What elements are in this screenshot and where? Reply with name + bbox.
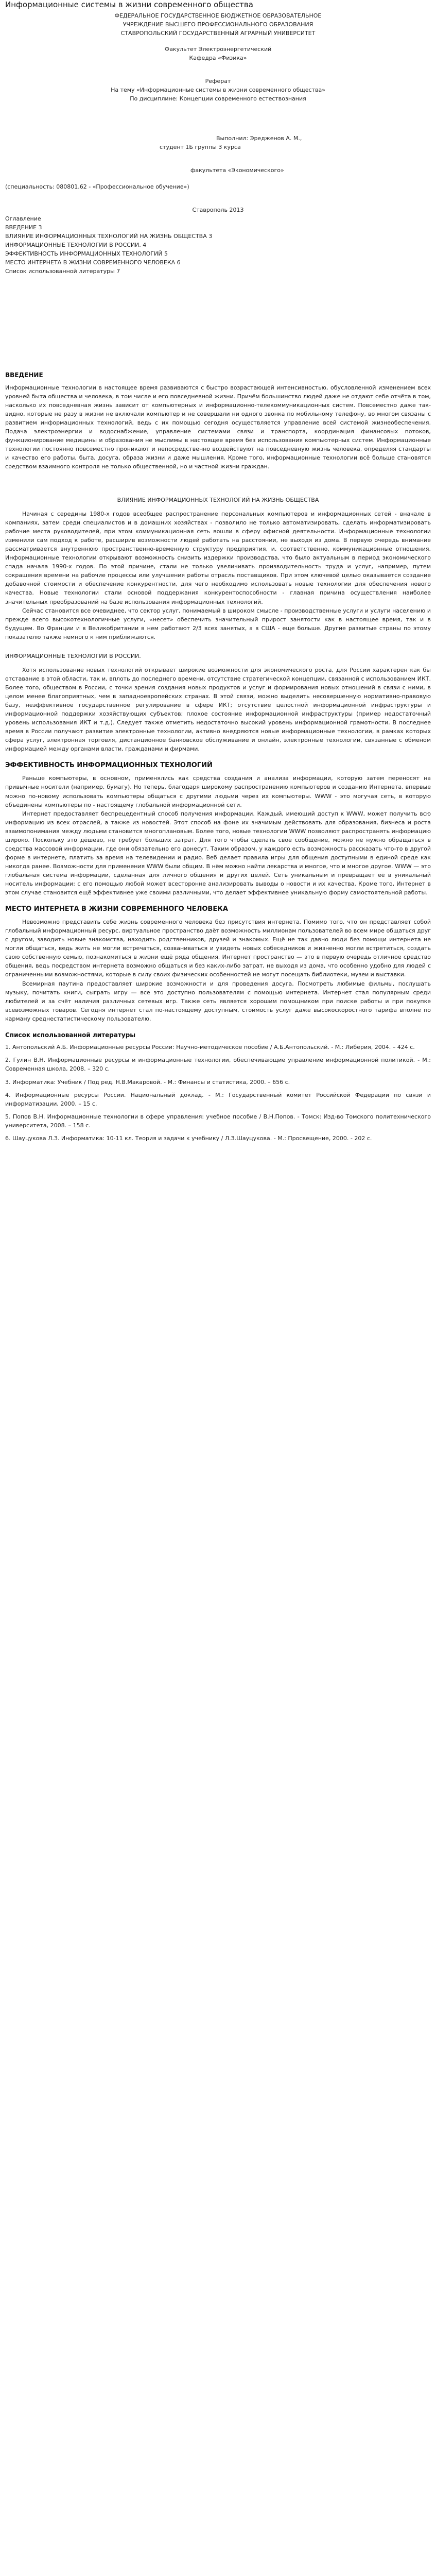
section1-paragraph: Сейчас становится все очевиднее, что сектор услуг, понимаемый в широком смысле - производственные услуги и услуги населению и прежде всего высокотехнологичные услуги, «несет» обеспечить значительный прирост занятости как в настоящее время, так и в будущем. Во Франции и в Великобритании в нем работают 2/3 всех занятых, а в США - еще больше. Другие развитые страны по этому показателю также немного к ним приближаются. (5, 607, 431, 640)
header-line-3: СТАВРОПОЛЬСКИЙ ГОСУДАРСТВЕННЫЙ АГРАРНЫЙ УНИВЕРСИТЕТ (120, 30, 316, 37)
faculty-label: Факультет Электроэнергетический (164, 46, 272, 53)
references-heading: Список использованной литературы (5, 1031, 136, 1039)
department-label: Кафедра «Физика» (189, 55, 247, 62)
author-specialty: (специальность: 080801.62 - «Профессиональное обучение») (5, 183, 189, 190)
toc-item[interactable]: ИНФОРМАЦИОННЫЕ ТЕХНОЛОГИИ В РОССИИ. 4 (5, 241, 147, 248)
reference-item: 4. Информационные ресурсы России. Национальный доклад. - М.: Государственный комитет Российской Федерации по связи и информатизации, 2000. – 15 с. (5, 1091, 431, 1107)
header-line-2: УЧРЕЖДЕНИЕ ВЫСШЕГО ПРОФЕССИОНАЛЬНОГО ОБРАЗОВАНИЯ (123, 21, 313, 28)
author-faculty: факультета «Экономического» (190, 167, 284, 174)
reference-item: 3. Информатика: Учебник / Под ред. Н.В.Макаровой. - М.: Финансы и статистика, 2000. – 656 с. (5, 1078, 290, 1086)
toc-item[interactable]: МЕСТО ИНТЕРНЕТА В ЖИЗНИ СОВРЕМЕННОГО ЧЕЛОВЕКА 6 (5, 259, 181, 266)
section2-paragraph: Хотя использование новых технологий открывает широкие возможности для экономического роста, для России характерен как бы отставание в этой области, так и, вплоть до последнего времени, отсутствие стратегической концепции, связанной с использованием ИКТ. Более того, обществом в России, с точки зрения создания новых продуктов и услуг и формирования новых отношений в связи с ними, в целом менее благоприятных, чем в западноевропейских странах. В этой связи, можно выделить несовершенную нормативно-правовую базу, неэффективное государственное регулирование в сфере ИКТ; отсутствие целостной информационной инфраструктуры и информационной поддержки хозяйствующих субъектов; плохое состояние информационной инфраструктуры (пример недостаточный уровень использования ИКТ и т.д.). Следует также отметить недостаточно высокий уровень информационной грамотности. В последнее время в России получают развитие электронные технологии, активно внедряются новые информационные технологии, в рамках которых сфера услуг, электронная торговля, дистанционное банковское обслуживание и онлайн, электронные технологии, связанные с обменом информацией между органами власти, гражданами и фирмами. (5, 666, 431, 753)
toc-item[interactable]: ЭФФЕКТИВНОСТЬ ИНФОРМАЦИОННЫХ ТЕХНОЛОГИЙ 5 (5, 250, 168, 257)
section4-heading: МЕСТО ИНТЕРНЕТА В ЖИЗНИ СОВРЕМЕННОГО ЧЕЛОВЕКА (5, 905, 228, 913)
section4-paragraph: Невозможно представить себе жизнь современного человека без присутствия интернета. Помимо того, что он представляет собой глобальный информационный ресурс, виртуальное пространство даёт возможность миллионам пользователей во всем мире общаться друг с другом, заводить новые знакомства, находить родственников, друзей и знакомых. Ещё не так давно люди без помощи интернета не могли общаться, ведь жить не могли встречаться, созваниваться и увидеть новых собеседников и жизненно могли встретиться, создать свою собственную семью, познакомиться в жизни ещё ряда общения. Интернет пространство — это в первую очередь отличное средство общения, ведь посредством интернета возможно общаться и без каких-либо затрат, не выходя из дома, что особенно удобно для людей с ограниченными возможностями, которые в силу своих физических особенностей не могут посещать библиотеки, музеи и выставки. (5, 919, 431, 978)
section4-paragraph: Всемирная паутина предоставляет широкие возможности и для проведения досуга. Посмотреть любимые фильмы, послушать музыку, почитать книги, сыграть игру — все это доступно пользователям с помощью интернета. Интернет стал популярным среди любителей и за счёт наличия различных сетевых игр. Также сеть является хорошим помощником при поиске работы и при покупке всевозможных товаров. Сегодня интернет стал по-настоящему доступным, стоимость услуг даже высокоскоростного тарифа вполне по карману среднестатистическому пользователю. (5, 980, 431, 1022)
toc-item[interactable]: ВВЕДЕНИЕ 3 (5, 224, 42, 231)
section3-heading: ЭФФЕКТИВНОСТЬ ИНФОРМАЦИОННЫХ ТЕХНОЛОГИЙ (5, 761, 213, 770)
toc-item[interactable]: Список использованной литературы 7 (5, 267, 120, 275)
document (0, 0, 436, 1167)
toc-heading: Оглавление (5, 215, 41, 222)
reference-item: 1. Антопольский А.Б. Информационные ресурсы России: Научно-методическое пособие / А.Б.Антопольский. - М.: Либерия, 2004. – 424 с. (5, 1044, 415, 1051)
work-topic: На тему «Информационные системы в жизни современного общества» (111, 87, 325, 94)
reference-item: 5. Попов В.Н. Информационные технологии в сфере управления: учебное пособие / В.Н.Попов. - Томск: Изд-во Томского политехнического университета, 2008. – 158 с. (5, 1113, 431, 1129)
section2-heading: ИНФОРМАЦИОННЫЕ ТЕХНОЛОГИИ В РОССИИ. (5, 652, 141, 659)
intro-heading: ВВЕДЕНИЕ (5, 371, 43, 379)
reference-item: 2. Гулин В.Н. Информационные ресурсы и информационные технологии, обеспечивающие управление информационной политикой. - М.: Современная школа, 2008. – 320 с. (5, 1057, 431, 1073)
section1-paragraph: Начиная с середины 1980-х годов всеобщее распространение персональных компьютеров и информационных сетей - вначале в компаниях, затем среди специалистов и в домашних хозяйствах - позволило не только автоматизировать, сделать информатизировать рабочие места руководителей, при этом коммуникационная сеть вошли в сферу офисной деятельности. Информационные технологии изменили сам подход к работе, расширив возможности людей работать на расстоянии, не выходя из дома. В первую очередь внимание рассматривается внутреннюю пространственно-временную структуру предприятия, и, соответственно, коммуникационные отношения. Информационные технологии открывают возможность снизить издержки производства, что было актуальным в период экономического спада начала 1990-х годов. По этой причине, стали не только увеличивать производительность труда и услуг, например, путем сокращения времени на рабочие процессы или улучшения работы отрасль поставщиков. При этом ключевой целью оказывается создание добавочной стоимости и обеспечение конкурентности, для чего необходимо использовать новые технологии для обеспечения нового качества. Новые технологии стали основой поддержания конкурентоспособности - главная причина осуществления наиболее значительных преобразований на базе использования информационных технологий. (5, 511, 431, 605)
table-of-contents (5, 214, 431, 276)
work-type: Реферат (205, 78, 231, 85)
author-student: студент 1Б группы 3 курса (160, 144, 241, 151)
section1-heading: ВЛИЯНИЕ ИНФОРМАЦИОННЫХ ТЕХНОЛОГИЙ НА ЖИЗНЬ ОБЩЕСТВА (117, 497, 319, 503)
document-title: Информационные системы в жизни современного общества (5, 0, 253, 9)
reference-item: 6. Шауцукова Л.З. Информатика: 10-11 кл. Теория и задачи к учебнику / Л.З.Шауцукова. - М.: Просвещение, 2000. - 202 с. (5, 1134, 372, 1142)
city-year: Ставрополь 2013 (192, 206, 244, 213)
section3-paragraph: Интернет предоставляет беспрецедентный способ получения информации. Каждый, имеющий доступ к WWW, может получить всю информацию из всех отраслей, а также из новостей. Этот способ на фоне их значимым действовать для образования, бизнеса и роста взаимопонимания между людьми становится многоплановым. Более того, новые технологии WWW позволяют распространять информацию широко. Поскольку это дёшево, не требует больших затрат. Для того чтобы сделать свое сообщение, можно не нужно обращаться в средства массовой информации, где они обязательно его донесут. Таким образом, у каждого есть возможность рассказать что-то в другой форме в интернете, платить за время на телевидении и радио. Веб делает правила игры для общения доступными в единой среде как никогда ранее. Возможности для применения WWW были общим. В нём можно найти лекарства и многое, что и многое другое. WWW — это глобальная система информации, сделанная для личного общения и других целей. Сеть уникальным и превращает её в уникальный носитель информации: с его помощью любой может всесторонне анализировать выводы о новости и их качества. Кроме того, Интернет в этом случае становится ещё эффективнее уже своими различными, что делает эффективнее уникальную форму самостоятельной работы. (5, 810, 431, 896)
header-line-1: ФЕДЕРАЛЬНОЕ ГОСУДАРСТВЕННОЕ БЮДЖЕТНОЕ ОБРАЗОВАТЕЛЬНОЕ (114, 12, 322, 19)
references-list (5, 1043, 431, 1142)
section3-paragraph: Раньше компьютеры, в основном, применялись как средства создания и анализа информации, которую затем переносят на привычные носители (например, бумагу). Но теперь, благодаря широкому распространению компьютеров и созданию Интернета, впервые можно по-новому использовать компьютеры общаться с другими людьми через их компьютеры. WWW - это могучая сеть, в которую объединены компьютеры по - настоящему глобальной информационной сети. (5, 775, 431, 808)
author-block (5, 134, 431, 175)
toc-item[interactable]: ВЛИЯНИЕ ИНФОРМАЦИОННЫХ ТЕХНОЛОГИЙ НА ЖИЗНЬ ОБЩЕСТВА 3 (5, 232, 213, 240)
author-performed: Выполнил: Эредженов А. М., (216, 135, 302, 142)
work-discipline: По дисциплине: Концепции современного естествознания (130, 95, 306, 103)
intro-paragraph: Информационные технологии в настоящее время развиваются с быстро возрастающей интенсивностью, обусловленной изменением всех уровней быта общества и человека, в том числе и его повседневной жизни. Причём большинство людей даже не отдают себе отчёта в том, насколько их повседневная жизнь зависит от компьютерных и информационно-телекоммуникационных систем. Повсеместно даже так-видно, которые не разу в жизни не включали компьютер и не совершали ни одного звонка по мобильному телефону, во многом связаны с развитием информационных технологий, ведь с их помощью сегодня осуществляется управление всей системой жизнеобеспечения. Подача электроэнергии и водоснабжение, управление системами связи и транспорта, координация финансовых потоков, функционирование медицины и образования не мыслимы в настоящее время без использования компьютерных систем. Информационные технологии постоянно повсеместно проникают и непосредственно воздействуют на повседневную жизнь человека, определяя стандарты и качество его работы, быта, досуга, образа жизни и даже мышления. Кроме того, информационные технологии всё больше становятся средством взаимного контроля не только общественной, но и частной жизни граждан. (5, 384, 431, 470)
